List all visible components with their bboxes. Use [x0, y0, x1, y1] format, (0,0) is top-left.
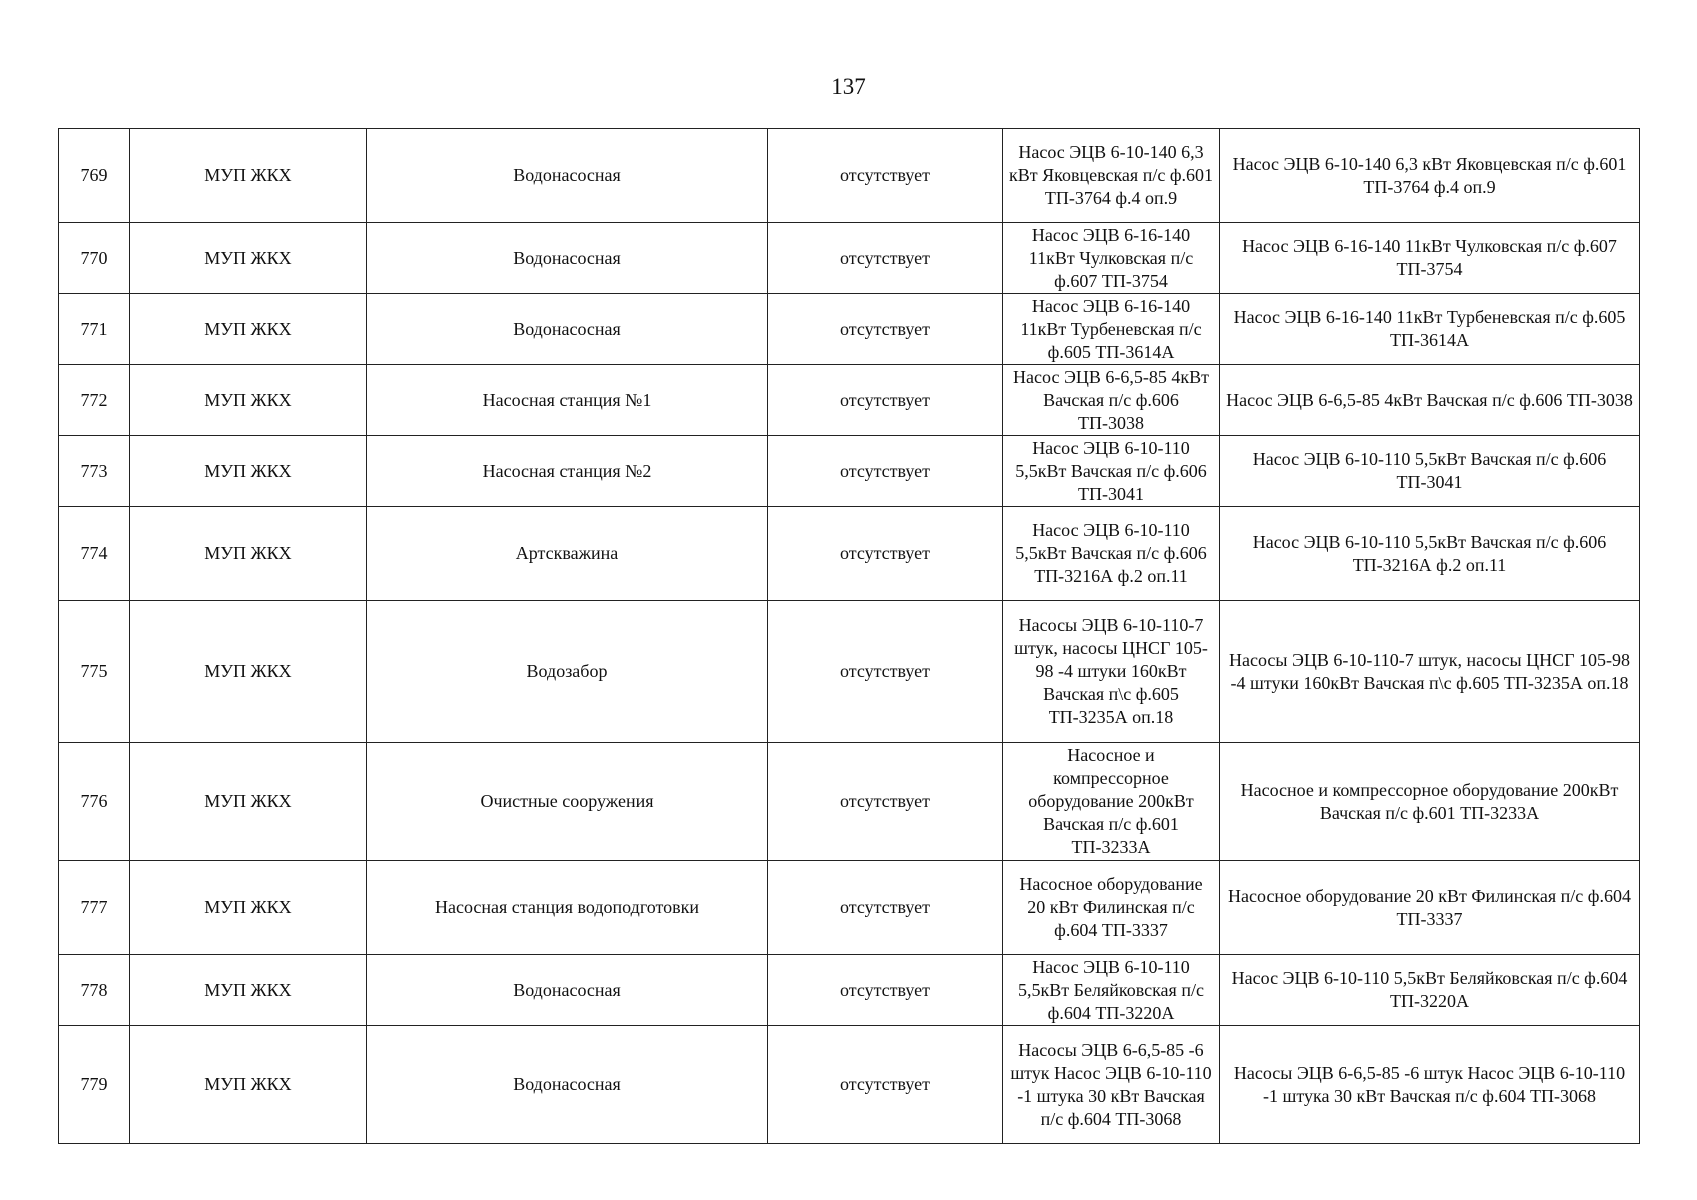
equipment-cell: Насосы ЭЦВ 6-10-110-7 штук, насосы ЦНСГ 105-98 -4 штуки 160кВт Вачская п\с ф.605 ТП-3235А оп.18 [1003, 601, 1220, 743]
table-row [59, 129, 1640, 223]
status-cell: отсутствует [768, 743, 1003, 861]
description-cell: Насос ЭЦВ 6-10-110 5,5кВт Вачская п/с ф.606 ТП-3216А ф.2 оп.11 [1220, 507, 1640, 601]
equipment-cell: Насос ЭЦВ 6-6,5-85 4кВт Вачская п/с ф.606 ТП-3038 [1003, 365, 1220, 436]
status-cell: отсутствует [768, 129, 1003, 223]
row-number: 778 [59, 955, 130, 1026]
row-number: 775 [59, 601, 130, 743]
object-cell: Артскважина [367, 507, 768, 601]
equipment-cell: Насос ЭЦВ 6-16-140 11кВт Турбеневская п/с ф.605 ТП-3614А [1003, 294, 1220, 365]
row-number: 769 [59, 129, 130, 223]
row-number: 772 [59, 365, 130, 436]
table-row [59, 861, 1640, 955]
equipment-cell: Насос ЭЦВ 6-10-110 5,5кВт Вачская п/с ф.606 ТП-3041 [1003, 436, 1220, 507]
object-cell: Водонасосная [367, 129, 768, 223]
object-cell: Очистные сооружения [367, 743, 768, 861]
table-row [59, 1026, 1640, 1144]
table-row [59, 294, 1640, 365]
status-cell: отсутствует [768, 955, 1003, 1026]
status-cell: отсутствует [768, 365, 1003, 436]
status-cell: отсутствует [768, 507, 1003, 601]
description-cell: Насос ЭЦВ 6-16-140 11кВт Турбеневская п/с ф.605 ТП-3614А [1220, 294, 1640, 365]
description-cell: Насосное оборудование 20 кВт Филинская п/с ф.604 ТП-3337 [1220, 861, 1640, 955]
equipment-cell: Насосы ЭЦВ 6-6,5-85 -6 штук Насос ЭЦВ 6-10-110 -1 штука 30 кВт Вачская п/с ф.604 ТП-3068 [1003, 1026, 1220, 1144]
object-cell: Водонасосная [367, 294, 768, 365]
status-cell: отсутствует [768, 861, 1003, 955]
object-cell: Насосная станция водоподготовки [367, 861, 768, 955]
equipment-cell: Насосное оборудование 20 кВт Филинская п/с ф.604 ТП-3337 [1003, 861, 1220, 955]
object-cell: Насосная станция №2 [367, 436, 768, 507]
organization-cell: МУП ЖКХ [130, 955, 367, 1026]
organization-cell: МУП ЖКХ [130, 601, 367, 743]
status-cell: отсутствует [768, 223, 1003, 294]
table-row [59, 436, 1640, 507]
equipment-cell: Насос ЭЦВ 6-10-140 6,3 кВт Яковцевская п/с ф.601 ТП-3764 ф.4 оп.9 [1003, 129, 1220, 223]
row-number: 779 [59, 1026, 130, 1144]
page-number: 137 [831, 74, 866, 99]
object-cell: Водонасосная [367, 223, 768, 294]
description-cell: Насос ЭЦВ 6-6,5-85 4кВт Вачская п/с ф.606 ТП-3038 [1220, 365, 1640, 436]
table-row [59, 507, 1640, 601]
organization-cell: МУП ЖКХ [130, 743, 367, 861]
status-cell: отсутствует [768, 436, 1003, 507]
description-cell: Насос ЭЦВ 6-10-110 5,5кВт Вачская п/с ф.606 ТП-3041 [1220, 436, 1640, 507]
row-number: 773 [59, 436, 130, 507]
object-cell: Насосная станция №1 [367, 365, 768, 436]
object-cell: Водозабор [367, 601, 768, 743]
equipment-cell: Насос ЭЦВ 6-10-110 5,5кВт Беляйковская п/с ф.604 ТП-3220А [1003, 955, 1220, 1026]
organization-cell: МУП ЖКХ [130, 129, 367, 223]
organization-cell: МУП ЖКХ [130, 223, 367, 294]
row-number: 771 [59, 294, 130, 365]
equipment-table [58, 128, 1640, 1144]
row-number: 774 [59, 507, 130, 601]
row-number: 776 [59, 743, 130, 861]
organization-cell: МУП ЖКХ [130, 294, 367, 365]
object-cell: Водонасосная [367, 955, 768, 1026]
table-row [59, 601, 1640, 743]
row-number: 777 [59, 861, 130, 955]
status-cell: отсутствует [768, 294, 1003, 365]
organization-cell: МУП ЖКХ [130, 1026, 367, 1144]
organization-cell: МУП ЖКХ [130, 507, 367, 601]
organization-cell: МУП ЖКХ [130, 861, 367, 955]
description-cell: Насосное и компрессорное оборудование 200кВт Вачская п/с ф.601 ТП-3233А [1220, 743, 1640, 861]
row-number: 770 [59, 223, 130, 294]
table-row [59, 955, 1640, 1026]
description-cell: Насос ЭЦВ 6-16-140 11кВт Чулковская п/с ф.607 ТП-3754 [1220, 223, 1640, 294]
status-cell: отсутствует [768, 601, 1003, 743]
equipment-cell: Насос ЭЦВ 6-10-110 5,5кВт Вачская п/с ф.606 ТП-3216А ф.2 оп.11 [1003, 507, 1220, 601]
description-cell: Насосы ЭЦВ 6-10-110-7 штук, насосы ЦНСГ 105-98 -4 штуки 160кВт Вачская п\с ф.605 ТП-3235А оп.18 [1220, 601, 1640, 743]
equipment-cell: Насос ЭЦВ 6-16-140 11кВт Чулковская п/с ф.607 ТП-3754 [1003, 223, 1220, 294]
description-cell: Насос ЭЦВ 6-10-140 6,3 кВт Яковцевская п/с ф.601 ТП-3764 ф.4 оп.9 [1220, 129, 1640, 223]
status-cell: отсутствует [768, 1026, 1003, 1144]
object-cell: Водонасосная [367, 1026, 768, 1144]
table-row [59, 223, 1640, 294]
equipment-cell: Насосное и компрессорное оборудование 200кВт Вачская п/с ф.601 ТП-3233А [1003, 743, 1220, 861]
organization-cell: МУП ЖКХ [130, 436, 367, 507]
description-cell: Насосы ЭЦВ 6-6,5-85 -6 штук Насос ЭЦВ 6-10-110 -1 штука 30 кВт Вачская п/с ф.604 ТП-3068 [1220, 1026, 1640, 1144]
table-row [59, 743, 1640, 861]
table-row [59, 365, 1640, 436]
organization-cell: МУП ЖКХ [130, 365, 367, 436]
description-cell: Насос ЭЦВ 6-10-110 5,5кВт Беляйковская п/с ф.604 ТП-3220А [1220, 955, 1640, 1026]
